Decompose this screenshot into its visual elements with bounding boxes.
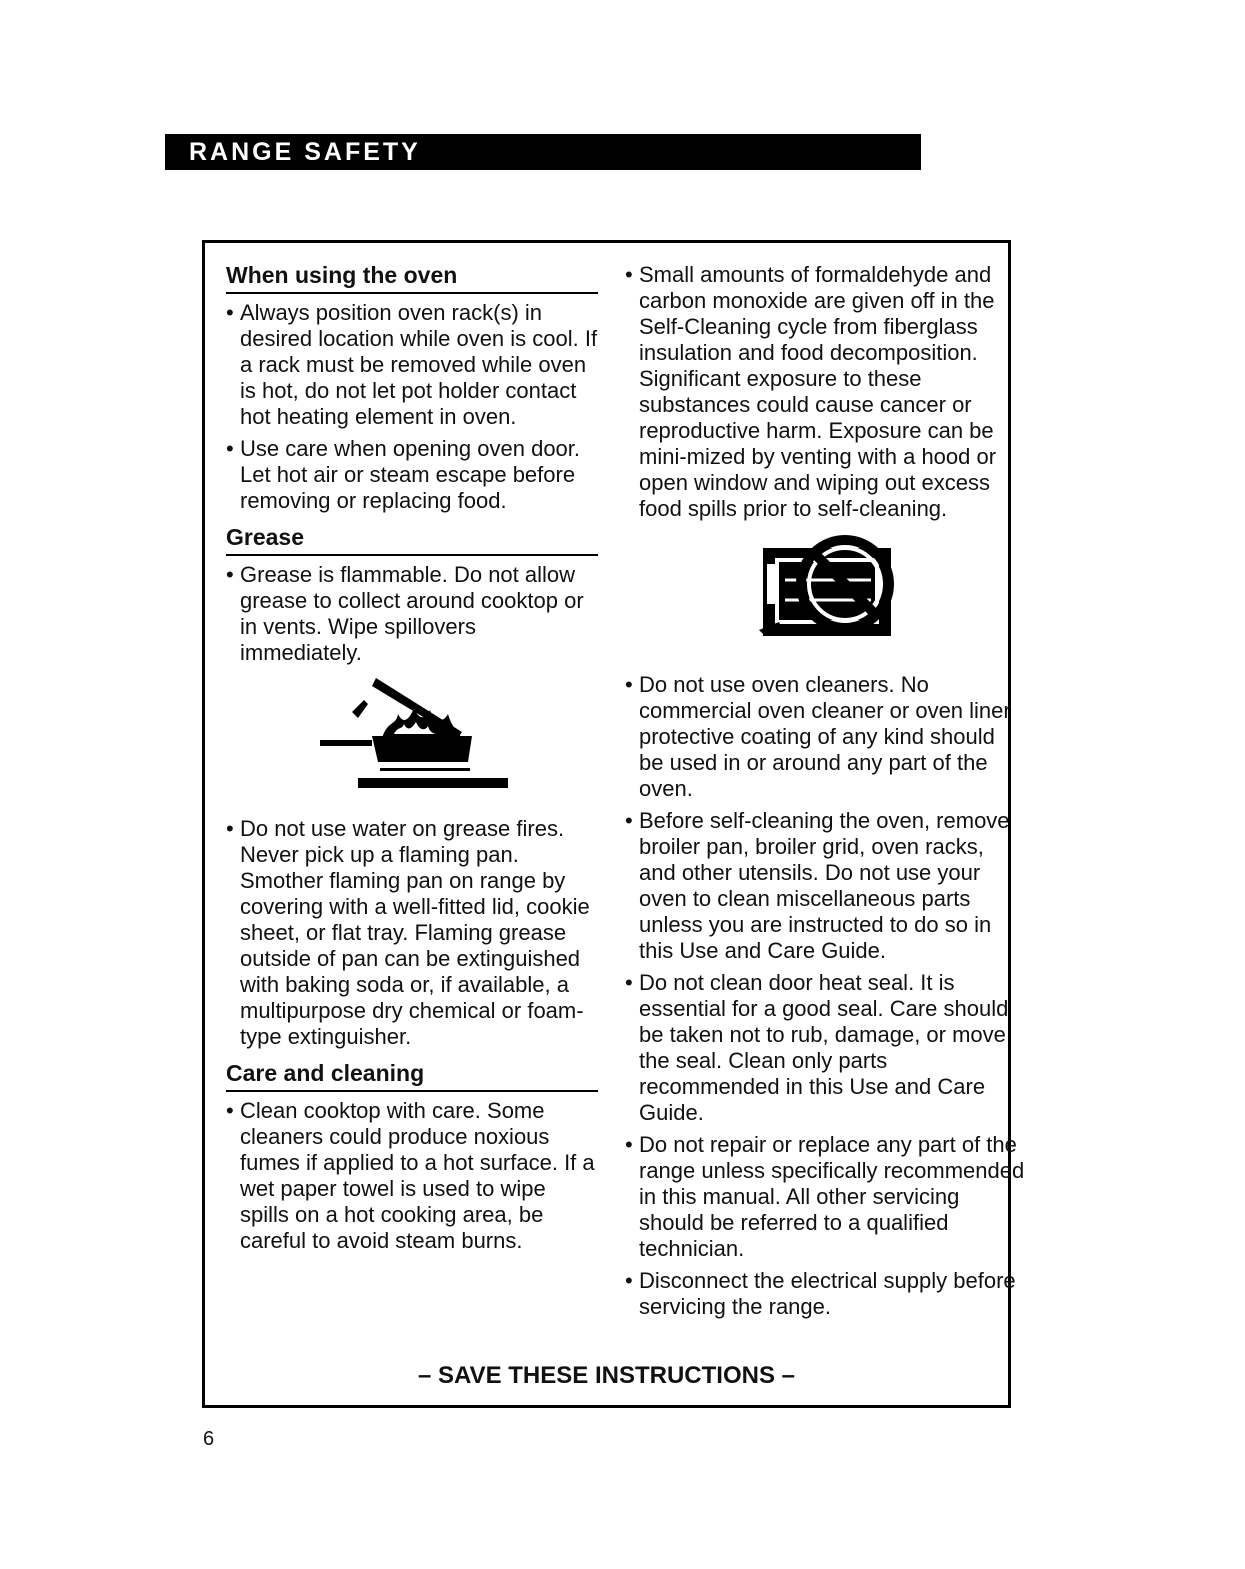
oven-bullet-2: • Use care when opening oven door. Let hot air or steam escape before removing or replacing food. <box>226 436 598 514</box>
repair-bullet: • Do not repair or replace any part of the range unless specifically recommended in this manual. All other servicing should be referred to a qualified technician. <box>625 1132 1025 1262</box>
left-column <box>226 262 598 1264</box>
grease-bullet-2: • Do not use water on grease fires. Never pick up a flaming pan. Smother flaming pan on range by covering with a well-fitted lid, cookie sheet, or flat tray. Flaming grease outside of pan can be extinguished with baking soda or, if available, a multipurpose dry chemical or foam-type extinguisher. <box>226 816 598 1050</box>
section-banner <box>165 134 921 170</box>
oven-cleaner-bullet: • Do not use oven cleaners. No commercial oven cleaner or oven liner protective coating of any kind should be used in or around any part of the oven. <box>625 672 1025 802</box>
section-oven <box>226 262 598 514</box>
heading-grease: Grease <box>226 524 598 556</box>
banner-title: RANGE SAFETY <box>189 138 421 166</box>
flaming-pan-lid-icon <box>226 674 598 800</box>
section-care <box>226 1060 598 1254</box>
right-column <box>625 262 1025 1326</box>
heading-care: Care and cleaning <box>226 1060 598 1092</box>
disconnect-bullet: • Disconnect the electrical supply before servicing the range. <box>625 1268 1025 1320</box>
heading-oven: When using the oven <box>226 262 598 294</box>
care-bullet-1: • Clean cooktop with care. Some cleaners could produce noxious fumes if applied to a hot surface. If a wet paper towel is used to wipe spills on a hot cooking area, be careful to avoid steam burns. <box>226 1098 598 1254</box>
formaldehyde-bullet: • Small amounts of formaldehyde and carbon monoxide are given off in the Self-Cleaning cycle from fiberglass insulation and food decomposition. Significant exposure to these substances could cause cancer or reproductive harm. Exposure can be mini-mized by venting with a hood or open window and wiping out excess food spills prior to self-cleaning. <box>625 262 1025 522</box>
save-instructions: – SAVE THESE INSTRUCTIONS – <box>418 1362 795 1389</box>
grease-bullet-1: • Grease is flammable. Do not allow grease to collect around cooktop or in vents. Wipe spillovers immediately. <box>226 562 598 666</box>
self-clean-bullet: • Before self-cleaning the oven, remove broiler pan, broiler grid, oven racks, and other utensils. Do not use your oven to clean miscellaneous parts unless you are instructed to do so in this Use and Care Guide. <box>625 808 1025 964</box>
page-number: 6 <box>203 1428 215 1450</box>
no-oven-cleaner-icon <box>625 530 1025 656</box>
section-grease <box>226 524 598 1050</box>
door-seal-bullet: • Do not clean door heat seal. It is essential for a good seal. Care should be taken not to rub, damage, or move the seal. Clean only parts recommended in this Use and Care Guide. <box>625 970 1025 1126</box>
oven-bullet-1: • Always position oven rack(s) in desired location while oven is cool. If a rack must be removed while oven is hot, do not let pot holder contact hot heating element in oven. <box>226 300 598 430</box>
